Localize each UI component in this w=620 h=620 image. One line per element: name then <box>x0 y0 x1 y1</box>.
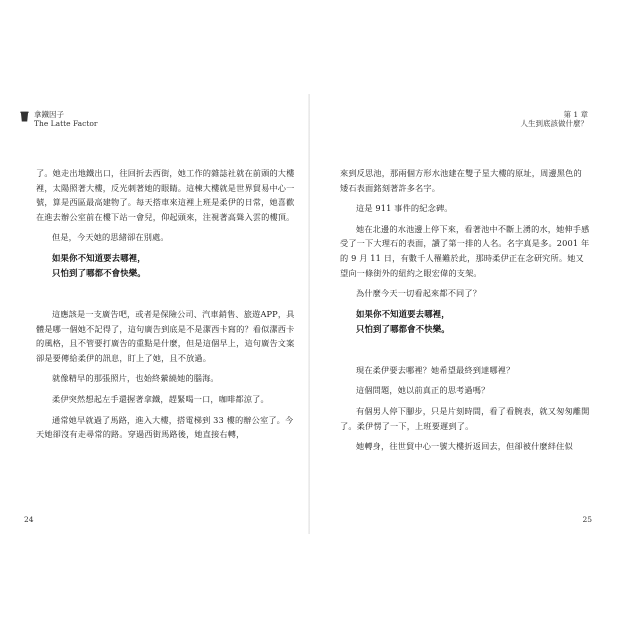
quote-line: 如果你不知道要去哪裡， <box>52 252 146 263</box>
chapter-number: 第 1 章 <box>563 110 588 119</box>
paragraph: 來到反思池，那兩個方形水池建在雙子星大樓的原址，周邊黑色的矮石表面銘刻著許多名字。 <box>340 168 582 193</box>
paragraph: 這個問題，她以前真正的思考過嗎？ <box>356 385 490 396</box>
page-number-left: 24 <box>24 515 34 524</box>
paragraph: 這應該是一支廣告吧，或者是保險公司、汽車銷售、旅遊APP，具體是哪一個她不記得了，這句廣告到底是不是潔西卡寫的？看似潔西卡的風格，且不管要打廣告的重點是什麼，但是這個早上，這句廣告文案卻是要傳給柔伊的訊息，盯上了她，且不放過。 <box>36 308 295 363</box>
book-title-zh: 拿鐵因子 <box>34 110 64 119</box>
coffee-cup-icon <box>20 111 29 123</box>
paragraph: 有個男人停下腳步，只是片刻時間，看了看腕表，就又匆匆離開了。柔伊愣了一下，上班要遲到了。 <box>340 405 590 431</box>
paragraph: 通常她早就過了馬路，進入大樓，搭電梯到 33 樓的辦公室了。今天她卻沒有走尋常的路。穿過西街馬路後，她直接右轉， <box>36 414 294 440</box>
quote-line: 只怕到了哪都會不快樂。 <box>356 323 450 334</box>
paragraph: 這是 911 事件的紀念碑。 <box>356 203 453 214</box>
book-title-en: The Latte Factor <box>34 119 98 128</box>
paragraph: 她轉身，往世貿中心一號大樓折返回去，但卻被什麼絆住似 <box>356 441 573 452</box>
chapter-title: 人生到底該做什麼？ <box>520 119 588 128</box>
running-head-left <box>34 110 97 128</box>
paragraph: 了。她走出地鐵出口，往回折去西街，她工作的雜誌社就在前頭的大樓裡，太陽照著大樓，反光刺著她的眼睛。這棟大樓就是世界貿易中心一號，算是西區最高建物了。每天搭車來這裡上班是柔伊的日常，她喜歡在進去辦公室前在樓下站一會兒，仰起頭來，注視著高聳入雲的樓頂。 <box>36 168 295 222</box>
quote-block <box>340 307 590 337</box>
paragraph: 她在北邊的水池邊上停下來，看著池中不斷上湧的水，她伸手感受了一下大理石的表面，讀了第一排的人名。名字真是多。2001 年的 9 月 11 日，有數千人罹難於此，那時柔伊正在念研究所。她又望向一條街外的紐約之眼宏偉的支架。 <box>340 223 590 278</box>
page-number-right: 25 <box>582 515 592 524</box>
paragraph: 柔伊突然想起左手還握著拿鐵，趕緊喝一口，咖啡都涼了。 <box>52 393 269 404</box>
left-page <box>10 94 310 534</box>
paragraph: 現在柔伊要去哪裡？她希望最終到達哪裡？ <box>356 364 515 375</box>
running-head-right <box>521 110 589 128</box>
quote-line: 只怕到了哪都不會快樂。 <box>52 267 146 278</box>
quote-line: 如果你不知道要去哪裡， <box>356 308 450 319</box>
paragraph: 就像精早的那張照片，也始終縈繞她的腦海。 <box>52 373 219 384</box>
quote-block <box>36 251 300 281</box>
left-body-text <box>36 166 300 448</box>
paragraph: 但是，今天她的思緒卻在別處。 <box>52 232 169 243</box>
paragraph: 為什麼今天一切看起來都不同了？ <box>356 288 482 299</box>
right-body-text <box>340 166 590 460</box>
right-page <box>310 94 610 534</box>
